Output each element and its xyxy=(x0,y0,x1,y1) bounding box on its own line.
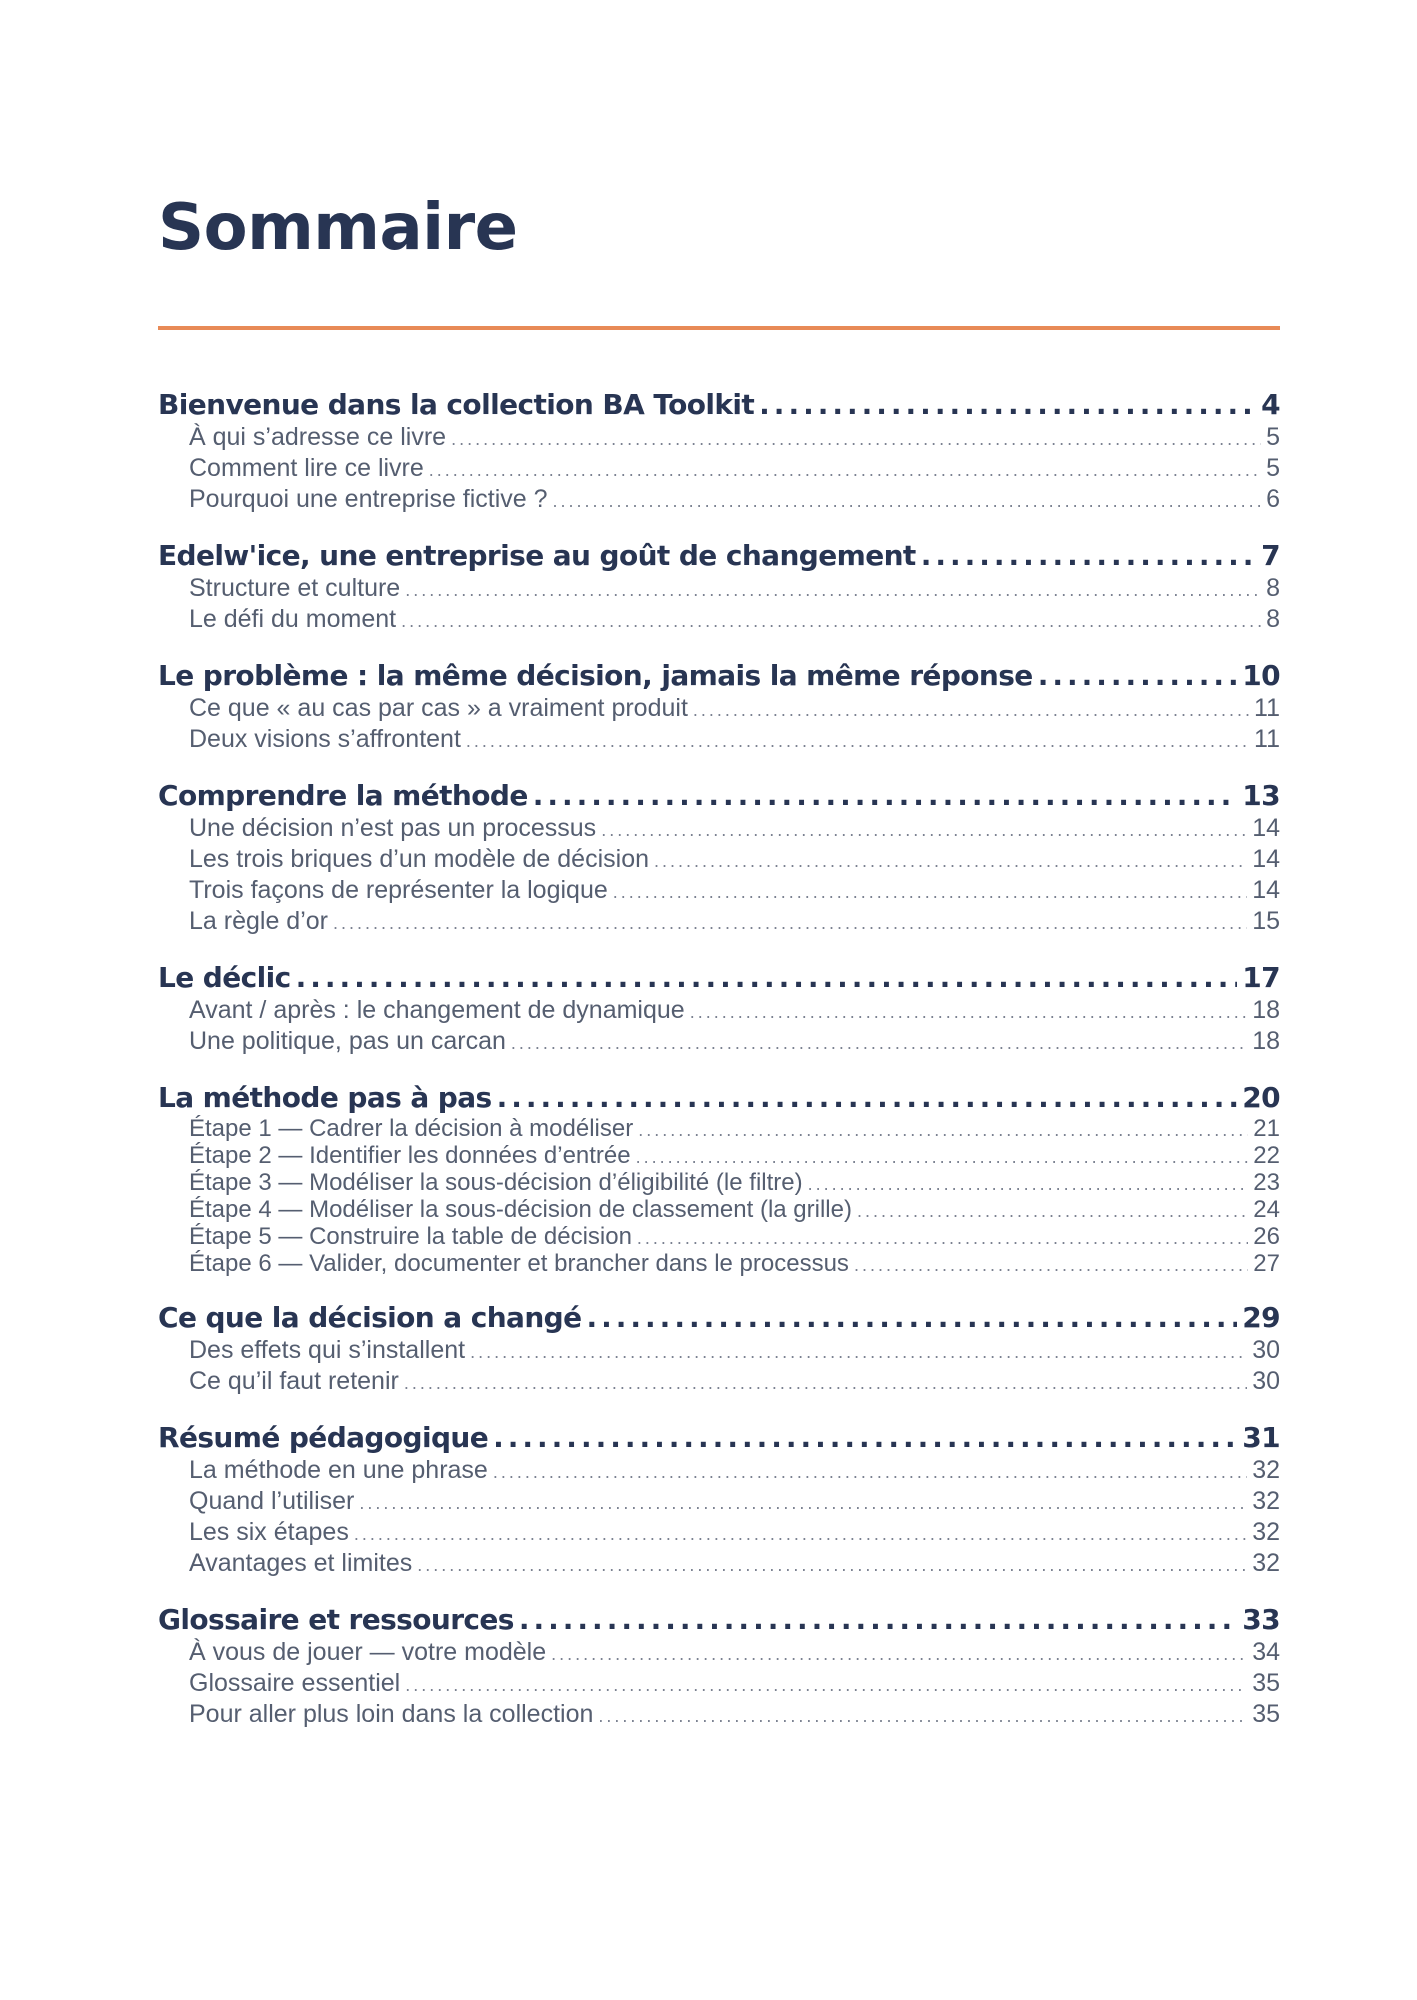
subsection-page-number: 26 xyxy=(1253,1223,1280,1250)
toc-chapter-entry[interactable] xyxy=(158,1602,1280,1638)
toc-subsection-entry[interactable] xyxy=(158,605,1280,636)
dot-leader xyxy=(921,538,1256,574)
dot-leader xyxy=(401,607,1261,636)
dot-leader xyxy=(466,727,1249,756)
toc-subsection-entry[interactable] xyxy=(158,1027,1280,1058)
chapter-title: Le déclic xyxy=(158,961,291,994)
toc-subsection-entry[interactable] xyxy=(158,694,1280,725)
subsection-page-number: 14 xyxy=(1252,876,1280,904)
dot-leader xyxy=(638,1118,1248,1143)
toc-subsection-entry[interactable] xyxy=(158,1116,1280,1143)
toc-section xyxy=(158,538,1280,636)
toc-subsection-entry[interactable] xyxy=(158,574,1280,605)
toc-subsection-entry[interactable] xyxy=(158,1549,1280,1580)
subsection-page-number: 5 xyxy=(1266,454,1280,482)
dot-leader xyxy=(533,778,1238,814)
toc-subsection-entry[interactable] xyxy=(158,725,1280,756)
dot-leader xyxy=(333,909,1247,938)
subsection-title: La règle d’or xyxy=(189,907,328,935)
subsection-page-number: 22 xyxy=(1253,1142,1280,1169)
subsection-page-number: 8 xyxy=(1266,574,1280,602)
subsection-page-number: 5 xyxy=(1266,423,1280,451)
toc-subsection-entry[interactable] xyxy=(158,1700,1280,1731)
subsection-page-number: 6 xyxy=(1266,485,1280,513)
subsection-title: Étape 4 — Modéliser la sous-décision de classement (la grille) xyxy=(189,1196,852,1223)
dot-leader xyxy=(598,1702,1247,1731)
subsection-title: Ce qu’il faut retenir xyxy=(189,1367,399,1395)
subsection-title: Les trois briques d’un modèle de décision xyxy=(189,845,649,873)
dot-leader xyxy=(497,1080,1238,1116)
subsection-title: Trois façons de représenter la logique xyxy=(189,876,608,904)
toc-section xyxy=(158,778,1280,938)
dot-leader xyxy=(511,1029,1247,1058)
dot-leader xyxy=(493,1420,1237,1456)
subsection-page-number: 11 xyxy=(1254,725,1280,753)
dot-leader xyxy=(637,1226,1248,1251)
subsection-page-number: 32 xyxy=(1252,1518,1280,1546)
dot-leader xyxy=(470,1338,1247,1367)
toc-subsection-entry[interactable] xyxy=(158,845,1280,876)
dot-leader xyxy=(296,960,1238,996)
dot-leader xyxy=(587,1300,1238,1336)
subsection-title: Une politique, pas un carcan xyxy=(189,1027,506,1055)
subsection-title: Deux visions s’affrontent xyxy=(189,725,461,753)
toc-subsection-entry[interactable] xyxy=(158,423,1280,454)
toc-subsection-entry[interactable] xyxy=(158,996,1280,1027)
subsection-page-number: 35 xyxy=(1252,1700,1280,1728)
dot-leader xyxy=(429,456,1261,485)
chapter-page-number: 7 xyxy=(1261,539,1280,572)
dot-leader xyxy=(404,1369,1247,1398)
dot-leader xyxy=(636,1145,1249,1170)
subsection-title: Avant / après : le changement de dynamique xyxy=(189,996,685,1024)
toc-section xyxy=(158,1420,1280,1580)
dot-leader xyxy=(417,1551,1247,1580)
subsection-page-number: 8 xyxy=(1266,605,1280,633)
toc-subsection-entry[interactable] xyxy=(158,1170,1280,1197)
toc-subsection-entry[interactable] xyxy=(158,1638,1280,1669)
dot-leader xyxy=(405,576,1261,605)
subsection-page-number: 15 xyxy=(1252,907,1280,935)
subsection-page-number: 32 xyxy=(1252,1549,1280,1577)
chapter-page-number: 4 xyxy=(1261,388,1280,421)
chapter-title: La méthode pas à pas xyxy=(158,1081,492,1114)
subsection-page-number: 27 xyxy=(1253,1250,1280,1277)
toc-subsection-entry[interactable] xyxy=(158,1367,1280,1398)
subsection-title: Une décision n’est pas un processus xyxy=(189,814,597,842)
subsection-title: Pour aller plus loin dans la collection xyxy=(189,1700,594,1728)
toc-section xyxy=(158,1602,1280,1731)
subsection-title: Les six étapes xyxy=(189,1518,349,1546)
toc-subsection-entry[interactable] xyxy=(158,454,1280,485)
chapter-page-number: 33 xyxy=(1242,1603,1280,1636)
chapter-title: Glossaire et ressources xyxy=(158,1603,514,1636)
dot-leader xyxy=(354,1520,1247,1549)
subsection-page-number: 32 xyxy=(1252,1487,1280,1515)
dot-leader xyxy=(857,1199,1248,1224)
subsection-page-number: 21 xyxy=(1253,1115,1280,1142)
toc-chapter-entry[interactable] xyxy=(158,1420,1280,1456)
dot-leader xyxy=(553,487,1262,516)
subsection-title: Étape 3 — Modéliser la sous-décision d’éligibilité (le filtre) xyxy=(189,1169,803,1196)
chapter-page-number: 17 xyxy=(1242,961,1280,994)
subsection-title: À vous de jouer — votre modèle xyxy=(189,1638,547,1666)
subsection-page-number: 35 xyxy=(1252,1669,1280,1697)
title-divider xyxy=(158,326,1280,330)
subsection-title: Structure et culture xyxy=(189,574,401,602)
chapter-title: Edelw'ice, une entreprise au goût de changement xyxy=(158,539,916,572)
dot-leader xyxy=(551,1640,1247,1669)
chapter-page-number: 29 xyxy=(1242,1301,1280,1334)
toc-chapter-entry[interactable] xyxy=(158,1300,1280,1336)
subsection-title: Avantages et limites xyxy=(189,1549,413,1577)
subsection-page-number: 30 xyxy=(1252,1367,1280,1395)
toc-subsection-entry[interactable] xyxy=(158,1669,1280,1700)
subsection-title: Étape 1 — Cadrer la décision à modéliser xyxy=(189,1115,634,1142)
chapter-page-number: 10 xyxy=(1242,659,1280,692)
table-of-contents xyxy=(158,387,1280,1753)
toc-subsection-entry[interactable] xyxy=(158,814,1280,845)
toc-subsection-entry[interactable] xyxy=(158,907,1280,938)
dot-leader xyxy=(519,1602,1237,1638)
subsection-title: Le défi du moment xyxy=(189,605,397,633)
subsection-title: Quand l’utiliser xyxy=(189,1487,355,1515)
subsection-page-number: 24 xyxy=(1253,1196,1280,1223)
toc-chapter-entry[interactable] xyxy=(158,658,1280,694)
dot-leader xyxy=(808,1172,1249,1197)
subsection-title: Étape 2 — Identifier les données d’entrée xyxy=(189,1142,631,1169)
chapter-title: Ce que la décision a changé xyxy=(158,1301,582,1334)
subsection-page-number: 18 xyxy=(1252,1027,1280,1055)
dot-leader xyxy=(359,1489,1247,1518)
subsection-title: À qui s’adresse ce livre xyxy=(189,423,447,451)
toc-subsection-entry[interactable] xyxy=(158,1197,1280,1224)
dot-leader xyxy=(759,387,1256,423)
dot-leader xyxy=(854,1253,1248,1278)
toc-subsection-entry[interactable] xyxy=(158,1251,1280,1278)
toc-subsection-entry[interactable] xyxy=(158,1224,1280,1251)
subsection-title: Ce que « au cas par cas » a vraiment produit xyxy=(189,694,688,722)
subsection-page-number: 18 xyxy=(1252,996,1280,1024)
toc-chapter-entry[interactable] xyxy=(158,778,1280,814)
dot-leader xyxy=(1038,658,1238,694)
chapter-title: Le problème : la même décision, jamais la même réponse xyxy=(158,659,1033,692)
subsection-page-number: 14 xyxy=(1252,814,1280,842)
toc-subsection-entry[interactable] xyxy=(158,485,1280,516)
subsection-title: Étape 6 — Valider, documenter et brancher dans le processus xyxy=(189,1250,849,1277)
toc-chapter-entry[interactable] xyxy=(158,538,1280,574)
toc-section xyxy=(158,658,1280,756)
chapter-title: Résumé pédagogique xyxy=(158,1421,489,1454)
dot-leader xyxy=(654,847,1247,876)
toc-chapter-entry[interactable] xyxy=(158,387,1280,423)
subsection-title: La méthode en une phrase xyxy=(189,1456,488,1484)
toc-subsection-entry[interactable] xyxy=(158,1487,1280,1518)
toc-section xyxy=(158,387,1280,516)
subsection-page-number: 23 xyxy=(1253,1169,1280,1196)
dot-leader xyxy=(613,878,1247,907)
page-title: Sommaire xyxy=(158,191,518,265)
toc-subsection-entry[interactable] xyxy=(158,1336,1280,1367)
toc-chapter-entry[interactable] xyxy=(158,1080,1280,1116)
subsection-title: Glossaire essentiel xyxy=(189,1669,401,1697)
dot-leader xyxy=(405,1671,1247,1700)
dot-leader xyxy=(690,998,1247,1027)
chapter-title: Bienvenue dans la collection BA Toolkit xyxy=(158,388,755,421)
subsection-page-number: 14 xyxy=(1252,845,1280,873)
subsection-title: Pourquoi une entreprise fictive ? xyxy=(189,485,548,513)
toc-section xyxy=(158,960,1280,1058)
toc-subsection-entry[interactable] xyxy=(158,876,1280,907)
toc-subsection-entry[interactable] xyxy=(158,1143,1280,1170)
toc-section xyxy=(158,1300,1280,1398)
subsection-title: Comment lire ce livre xyxy=(189,454,424,482)
subsection-title: Des effets qui s’installent xyxy=(189,1336,466,1364)
chapter-page-number: 13 xyxy=(1242,779,1280,812)
dot-leader xyxy=(601,816,1247,845)
chapter-page-number: 31 xyxy=(1242,1421,1280,1454)
subsection-title: Étape 5 — Construire la table de décision xyxy=(189,1223,632,1250)
dot-leader xyxy=(493,1458,1247,1487)
chapter-page-number: 20 xyxy=(1242,1081,1280,1114)
subsection-page-number: 34 xyxy=(1252,1638,1280,1666)
toc-subsection-entry[interactable] xyxy=(158,1456,1280,1487)
dot-leader xyxy=(451,425,1261,454)
chapter-title: Comprendre la méthode xyxy=(158,779,528,812)
toc-subsection-entry[interactable] xyxy=(158,1518,1280,1549)
toc-chapter-entry[interactable] xyxy=(158,960,1280,996)
subsection-page-number: 11 xyxy=(1254,694,1280,722)
dot-leader xyxy=(693,696,1249,725)
toc-section xyxy=(158,1080,1280,1278)
subsection-page-number: 32 xyxy=(1252,1456,1280,1484)
subsection-page-number: 30 xyxy=(1252,1336,1280,1364)
